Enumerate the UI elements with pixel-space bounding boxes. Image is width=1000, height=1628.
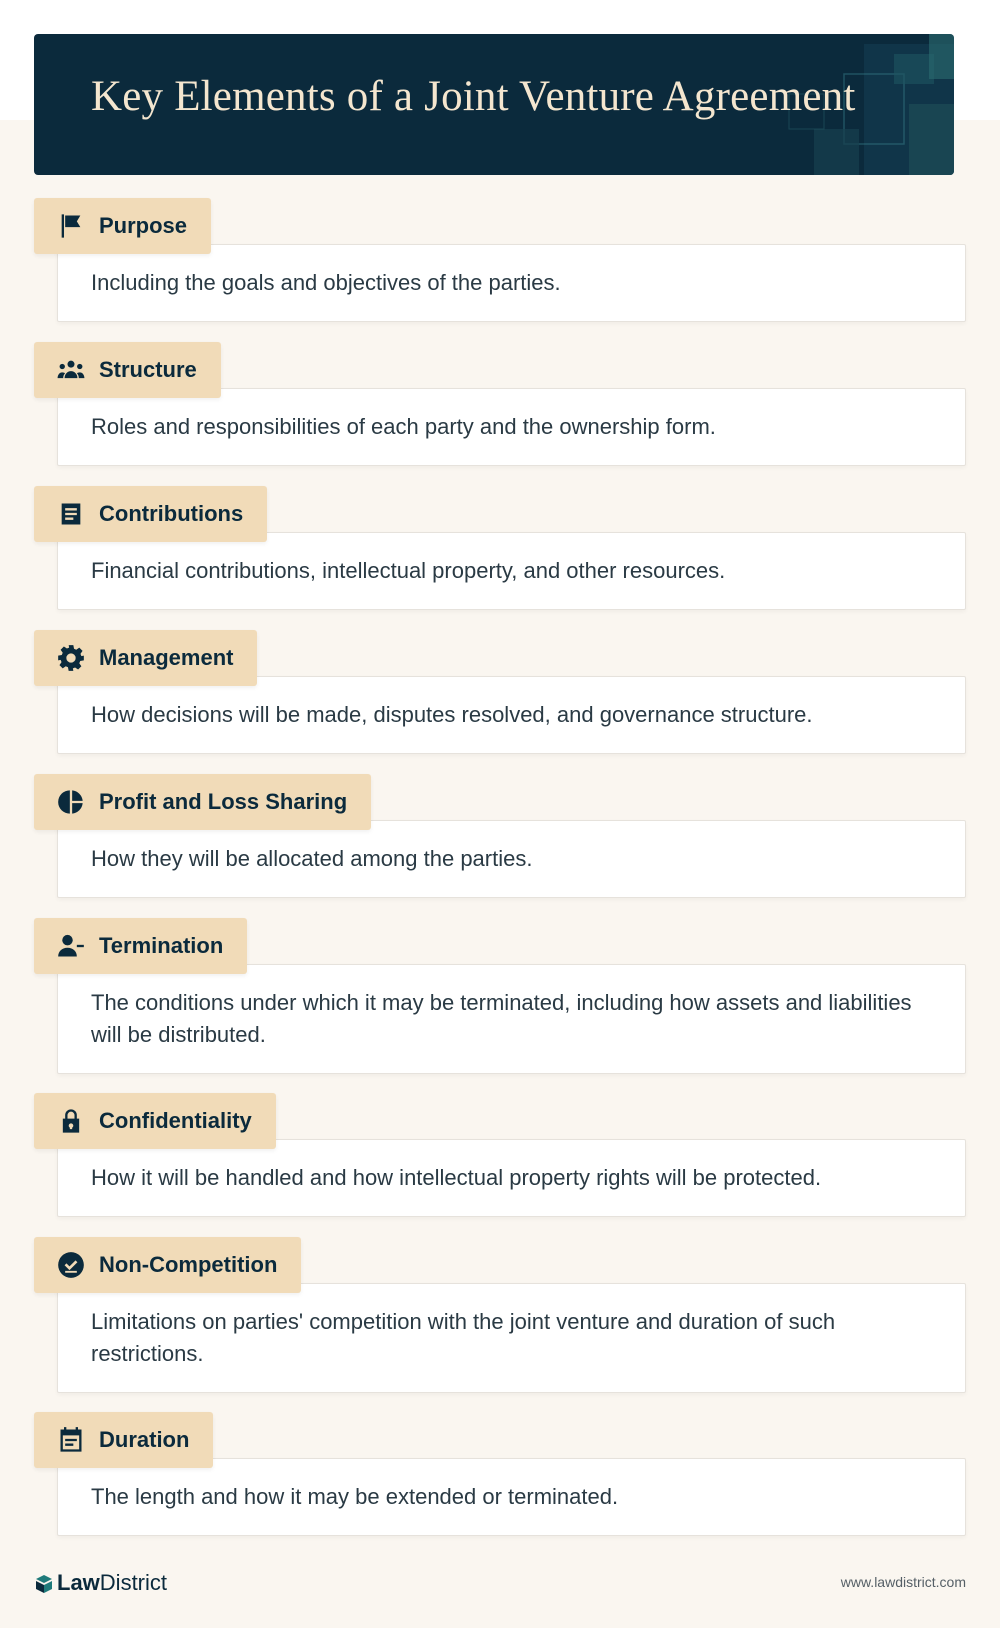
document-icon [57, 500, 85, 528]
item-description: How decisions will be made, disputes resolved, and governance structure. [57, 676, 966, 754]
item-title: Confidentiality [99, 1108, 252, 1133]
header-banner [34, 34, 954, 175]
item-tab [34, 1237, 301, 1293]
item-tab [34, 1093, 276, 1149]
list-item-duration [34, 1412, 967, 1556]
list-item-contributions [34, 486, 967, 630]
user-minus-icon [57, 932, 85, 960]
list-item-management [34, 630, 967, 774]
item-title: Non-Competition [99, 1252, 278, 1277]
item-description: Including the goals and objectives of the parties. [57, 244, 966, 322]
page-title: Key Elements of a Joint Venture Agreement [91, 73, 856, 120]
item-tab [34, 918, 247, 974]
lock-icon [57, 1107, 85, 1135]
gear-icon [57, 644, 85, 672]
brand-name: LawDistrict [57, 1570, 168, 1595]
item-description: Financial contributions, intellectual property, and other resources. [57, 532, 966, 610]
flag-icon [57, 212, 85, 240]
list-item-termination [34, 918, 967, 1093]
lawdistrict-logo [34, 1570, 167, 1596]
item-tab [34, 1412, 213, 1468]
item-tab [34, 342, 221, 398]
item-title: Contributions [99, 501, 244, 526]
calendar-icon [57, 1426, 85, 1454]
elements-list [34, 198, 967, 1556]
item-title: Duration [99, 1427, 190, 1452]
item-description: The length and how it may be extended or terminated. [57, 1458, 966, 1536]
item-title: Termination [99, 933, 224, 958]
item-description: The conditions under which it may be terminated, including how assets and liabilities will be distributed. [57, 964, 966, 1074]
item-tab [34, 774, 371, 830]
list-item-profit-loss [34, 774, 967, 918]
check-circle-icon [57, 1251, 85, 1279]
item-description: Limitations on parties' competition with the joint venture and duration of such restrictions. [57, 1283, 966, 1393]
list-item-purpose [34, 198, 967, 342]
list-item-confidentiality [34, 1093, 967, 1237]
list-item-structure [34, 342, 967, 486]
item-tab [34, 198, 211, 254]
item-description: How it will be handled and how intellectual property rights will be protected. [57, 1139, 966, 1217]
item-title: Management [99, 645, 234, 670]
people-group-icon [57, 356, 85, 384]
item-tab [34, 486, 267, 542]
pie-chart-icon [57, 788, 85, 816]
list-item-non-competition [34, 1237, 967, 1412]
item-description: Roles and responsibilities of each party and the ownership form. [57, 388, 966, 466]
logo-mark-icon [34, 1571, 54, 1595]
footer-url: www.lawdistrict.com [840, 1574, 966, 1590]
item-description: How they will be allocated among the parties. [57, 820, 966, 898]
item-title: Profit and Loss Sharing [99, 789, 348, 814]
item-tab [34, 630, 257, 686]
item-title: Structure [99, 357, 197, 382]
item-title: Purpose [99, 213, 188, 238]
